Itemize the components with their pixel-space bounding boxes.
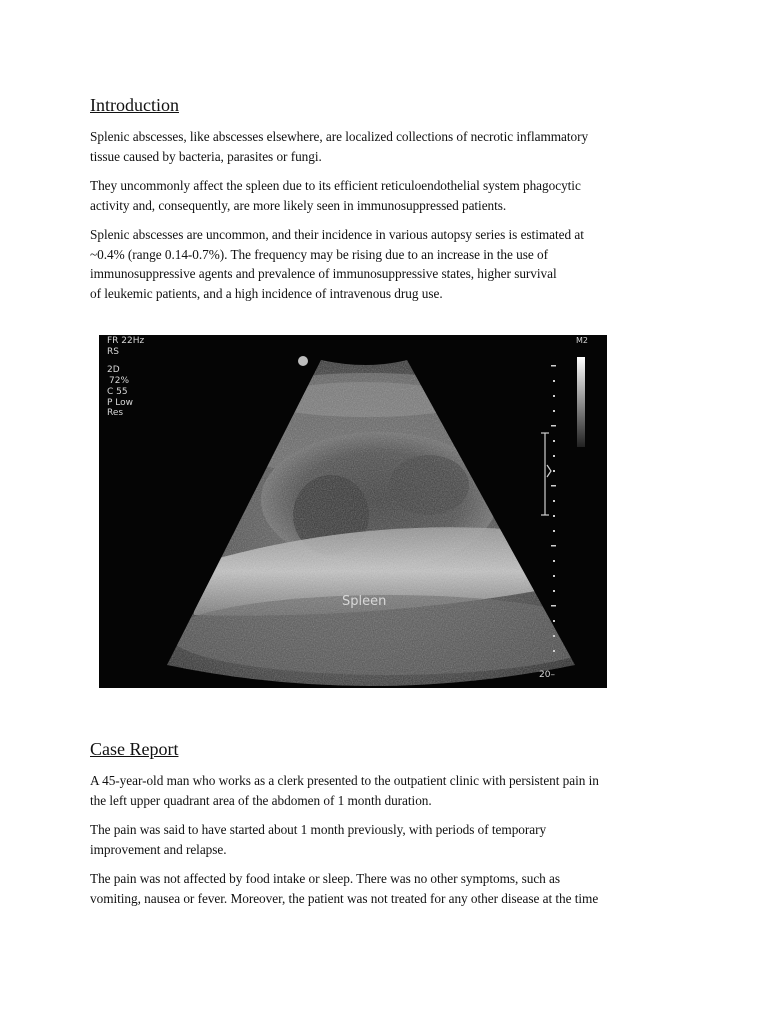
text-line: activity and, consequently, are more likely seen in immunosuppressed patients. [90, 197, 507, 213]
text-line: of leukemic patients, and a high incidence of intravenous drug use. [90, 285, 443, 301]
intro-paragraph-1 [90, 127, 675, 166]
depth-scale [551, 365, 556, 652]
setting-rs: RS [107, 347, 119, 357]
grayscale-bar [577, 357, 585, 447]
orientation-marker-icon [298, 356, 308, 366]
case-paragraph-1 [90, 771, 675, 810]
case-report-section [90, 738, 675, 918]
setting-power: P Low [107, 398, 134, 408]
depth-label: 20– [539, 670, 555, 680]
case-paragraph-3 [90, 869, 675, 908]
text-line: the left upper quadrant area of the abdomen of 1 month duration. [90, 792, 432, 808]
text-line: The pain was not affected by food intake or sleep. There was no other symptoms, such as [90, 871, 561, 886]
text-line: tissue caused by bacteria, parasites or fungi. [90, 148, 322, 164]
text-line: A 45-year-old man who works as a clerk presented to the outpatient clinic with persistent pain in [90, 773, 599, 788]
ultrasound-image [99, 335, 607, 688]
scanner-settings [107, 336, 145, 418]
setting-mode: 2D [107, 365, 120, 375]
intro-paragraph-2 [90, 176, 675, 215]
spleen-label: Spleen [342, 594, 387, 609]
text-line: They uncommonly affect the spleen due to its efficient reticuloendothelial system phagocytic [90, 178, 581, 193]
case-report-heading: Case Report [90, 739, 179, 759]
text-line: vomiting, nausea or fever. Moreover, the patient was not treated for any other disease at the time [90, 890, 599, 906]
introduction-heading: Introduction [90, 95, 179, 115]
focus-marker-icon [541, 433, 551, 515]
text-line: Splenic abscesses are uncommon, and their incidence in various autopsy series is estimated at [90, 227, 584, 242]
setting-compression: C 55 [107, 387, 128, 397]
text-line: improvement and relapse. [90, 841, 227, 857]
text-line: Splenic abscesses, like abscesses elsewhere, are localized collections of necrotic inflammatory [90, 129, 589, 144]
intro-paragraph-3 [90, 225, 675, 303]
case-paragraph-2 [90, 820, 675, 859]
setting-resolution: Res [107, 408, 124, 418]
text-line: immunosuppressive agents and prevalence of immunosuppressive states, higher survival [90, 266, 557, 281]
setting-gain: 72% [109, 376, 130, 386]
text-line: The pain was said to have started about 1 month previously, with periods of temporary [90, 822, 547, 837]
scale-top-label: M2 [576, 336, 588, 345]
text-line: ~0.4% (range 0.14-0.7%). The frequency may be rising due to an increase in the use of [90, 246, 548, 262]
introduction-section [90, 94, 675, 313]
setting-frame-rate: FR 22Hz [107, 336, 145, 346]
